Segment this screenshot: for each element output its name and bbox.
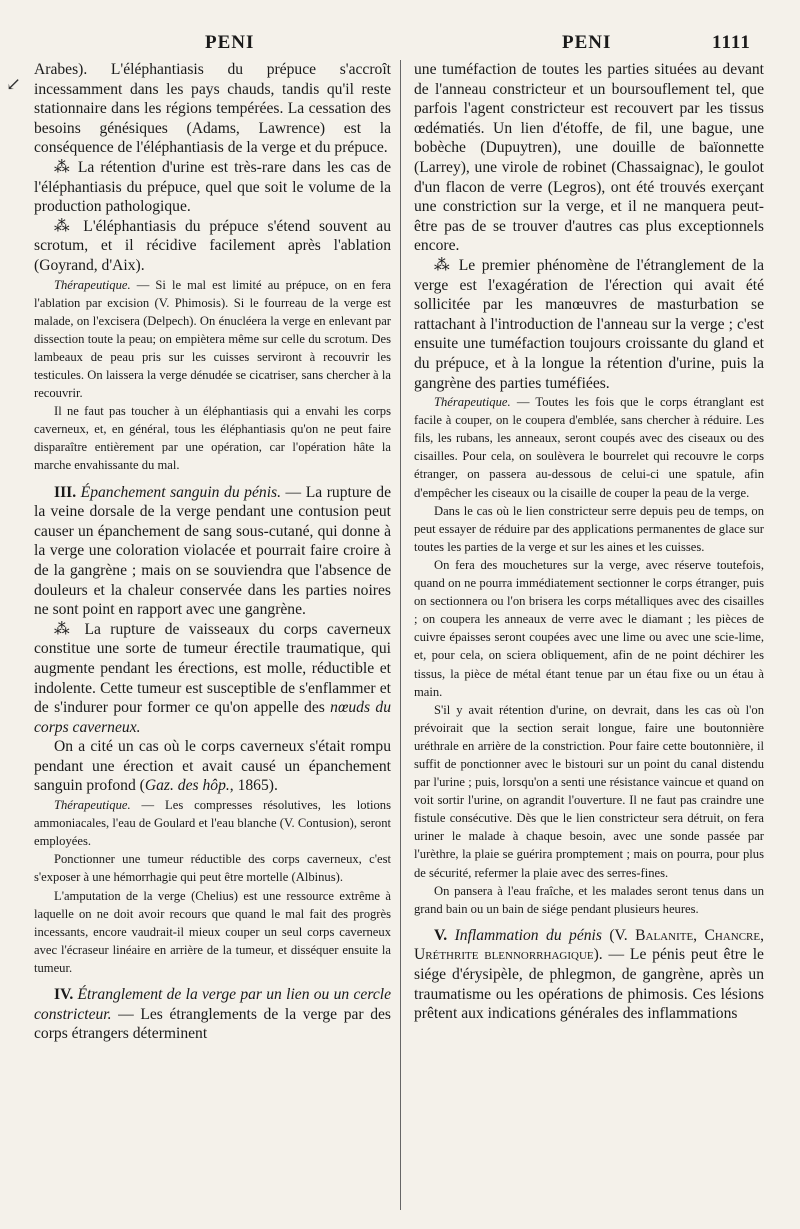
paragraph-text: — Les compresses résolutives, les lotions ammoniacales, l'eau de Goulard et l'eau blanche (V. Contusion), seront employées. <box>34 798 391 849</box>
therapeutics-paragraph <box>34 276 391 403</box>
paragraph: ⁂ L'éléphantiasis du prépuce s'étend souvent au scrotum, et il récidive facilement après l'ablation (Goyrand, d'Aix). <box>34 217 391 274</box>
section-title: Épanchement sanguin du pénis. <box>80 483 281 501</box>
paragraph-text: — Si le mal est limité au prépuce, on en fera l'ablation par excision (V. Phimosis). Si le fourreau de la verge est malade, on l'excisera (Delpech). On énucléera la verge en enlevant par dissection toute la peau; on empiètera même sur celle du scrotum. Des lambeaux de peau pris sur les cuisses serviront à recouvrir les testicules. On laissera la verge dénudée se cicatriser, sans chercher à la recouvrir. <box>34 277 391 401</box>
section-heading-iv <box>34 985 391 1044</box>
section-number: IV. <box>54 986 74 1003</box>
paragraph-text: , 1865). <box>229 777 278 795</box>
paragraph-text: On a cité un cas où le corps caverneux s'était rompu pendant une érection et avait causé un épanchement sanguin profond ( <box>34 738 391 795</box>
section-number: III. <box>54 483 77 501</box>
section-title: Inflammation du pénis <box>454 926 602 944</box>
right-column <box>414 60 764 1024</box>
paragraph: ⁂ Le premier phénomène de l'étranglement de la verge est l'exagération de l'érection qui avait été sollicitée par les manœuvres de masturbation se rattachant à l'introduction de l'anneau sur la verge ; c'est ensuite une tuméfaction toujours croissante du gland et du prépuce, et à la longue la rétention d'urine, puis la gangrène des parties tuméfiées. <box>414 256 764 392</box>
section-text: — La rupture de la veine dorsale de la verge pendant une contusion peut causer un épanchement de sang sous-cutané, qui donne à la verge une coloration violacée et pourrait faire croire à de la gangrène ; mais on se souviendra que l'absence de douleurs et la chaleur conservée dans les parties noires ne sont point en rapport avec une gangrène. <box>34 483 391 619</box>
therapeutics-paragraph <box>414 393 764 502</box>
paragraph: S'il y avait rétention d'urine, on devrait, dans les cas où l'on prévoirait que la section serait longue, faire une boutonnière uréthrale en arrière de la constriction. Pour faire cette boutonnière, il suffit de ponctionner avec le bistouri sur un point du canal distendu par l'urine ; puis, lorsqu'on a senti une résistance vaincue et quand on voit sortir l'urine, on agrandit l'ouverture. Il ne faut pas craindre une fistule consécutive. Dès que le lien constricteur sera détruit, on fera uriner le malade à chaque besoin, avec une sonde passée par l'urèthre, la plaie se guérira promptement ; mais on pourra, pour plus de sécurité, refermer la plaie avec des serres-fines. <box>414 702 764 880</box>
margin-mark: ↙ <box>6 74 22 94</box>
citation: Gaz. des hôp. <box>144 777 230 795</box>
therapeutics-label: Thérapeutique. <box>54 798 131 813</box>
paragraph-text: — Toutes les fois que le corps étranglant est facile à couper, on le coupera d'emblée, sans chercher à réduire. Les fils, les rubans, les anneaux, seront coupés avec des ciseaux ou des cisailles. Pour cela, on soulèvera le bourrelet qui recouvre le corps étranger, on passera au-dessous de celui-ci une spatule, afin d'empêcher les ciseaux ou la cisaille de couper la peau de la verge. <box>414 395 764 500</box>
paragraph: L'amputation de la verge (Chelius) est une ressource extrême à laquelle on ne doit avoir recours que quand le mal fait des progrès incessants, encore vaudrait-il mieux couper un seul corps caverneux avec l'écraseur linéaire en arrière de la tumeur, et disséquer ensuite la tumeur. <box>34 888 391 975</box>
paragraph-text: ⁂ La rupture de vaisseaux du corps caverneux constitue une sorte de tumeur érectile traumatique, qui augmente pendant les érections, est molle, réductible et indolente. Cette tumeur est susceptible de s'enflammer et de s'indurer pour former ce qu'on appelle des <box>34 620 391 717</box>
therapeutics-label: Thérapeutique. <box>434 395 511 410</box>
paragraph: Arabes). L'éléphantiasis du prépuce s'accroît incessamment dans les pays chauds, tandis qu'il reste stationnaire dans les régions tempérées. La cessation des besoins génésiques (Adams, Lawrence) est la conséquence de l'éléphantiasis de la verge et du prépuce. <box>34 61 391 157</box>
paragraph: ⁂ La rétention d'urine est très-rare dans les cas de l'éléphantiasis du prépuce, quel que soit le volume de la production pathologique. <box>34 158 391 216</box>
therapeutics-label: Thérapeutique. <box>54 277 131 292</box>
page-number: 1111 <box>712 32 751 53</box>
section-heading-iii <box>34 483 391 620</box>
section-title: Étranglement de la verge par un lien ou un cercle constricteur. <box>34 986 391 1023</box>
paragraph: On fera des mouchetures sur la verge, avec réserve toutefois, quand on ne pourra immédiatement sectionner le corps étranger, puis on sectionnera ou l'on brisera les corps métalliques avec des cisailles ; on coupera les anneaux de verre avec le diamant ; les pièces de cuivre épaisses seront coupées avec une lime ou avec une scie-lime, et, pour cela, on sciera obliquement, afin de ne point déchirer les tissus, la pièce de métal étant tenue par un étau fixe ou un étau à main. <box>414 557 764 699</box>
therapeutics-paragraph <box>34 796 391 850</box>
section-heading-v <box>414 926 764 1024</box>
column-divider <box>400 60 401 1210</box>
paragraph: Dans le cas où le lien constricteur serre depuis peu de temps, on peut essayer de réduire par des applications permanentes de glace sur toutes les parties de la verge et sur les aines et les cuisses. <box>414 503 764 554</box>
paragraph: une tuméfaction de toutes les parties situées au devant de l'anneau constricteur et un boursouflement tel, que parfois l'agent constricteur est recouvert par les tissus œdématiés. Un lien d'étoffe, de fil, une bague, une bobèche (Dupuytren), une douille de baïonnette (Larrey), une virole de robinet (Chassaignac), le goulot d'un flacon de verre (Legros), ont été trouvés exerçant une constriction sur la verge, et il ne manquera peut-être pas de se trouver d'autres cas plus exceptionnels encore. <box>414 61 764 255</box>
cross-references: (V. Balanite, Chancre, Uréthrite blennorrhagique). <box>414 926 765 964</box>
section-number: V. <box>434 926 448 944</box>
running-header-left: PENI <box>205 32 255 53</box>
paragraph <box>34 620 391 738</box>
running-header-right: PENI <box>562 32 612 53</box>
left-column <box>34 60 391 1044</box>
paragraph: Il ne faut pas toucher à un éléphantiasis qui a envahi les corps caverneux, et, en général, tous les éléphantiasis qu'on ne peut faire disparaître entièrement par une opération, car l'opération hâte la marche envahissante du mal. <box>34 404 391 473</box>
paragraph: Ponctionner une tumeur réductible des corps caverneux, c'est s'exposer à une hémorrhagie qui peut être mortelle (Albinus). <box>34 852 391 885</box>
paragraph: On pansera à l'eau fraîche, et les malades seront tenus dans un grand bain ou un bain de siége pendant plusieurs heures. <box>414 883 764 916</box>
section-text: — Les étranglements de la verge par des corps étrangers déterminent <box>34 1005 391 1043</box>
section-text: — Le pénis peut être le siége d'érysipèle, de phlegmon, de gangrène, après un traumatisme ou les opérations de phimosis. Ces lésions prêtent aux indications générales des inflammations <box>414 946 764 1023</box>
paragraph <box>34 737 391 796</box>
italic-term: nœuds du corps caverneux. <box>34 699 391 736</box>
